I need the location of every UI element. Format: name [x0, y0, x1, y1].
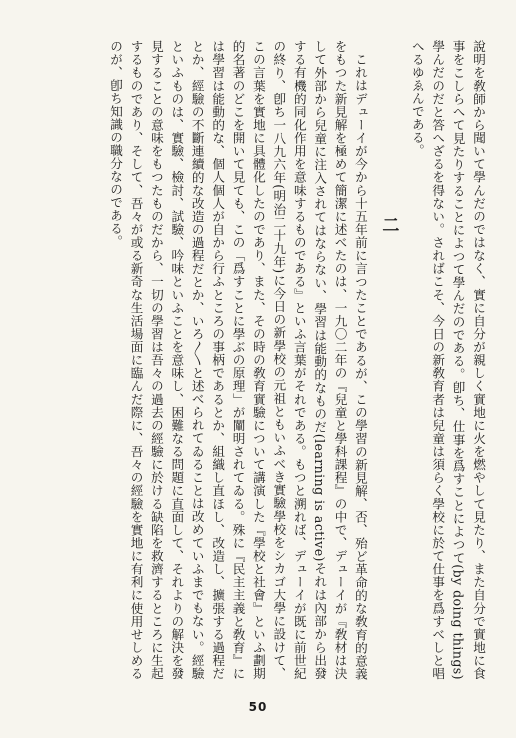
paragraph-continued: 說明を敎師から聞いて學んだのではなく、實に自分が親しく實地に火を燃やして見たり、また自分で實地に食事をこしらへて見たりすることによつて學んだのである。卽ち、仕事を爲すことによつて(by doing things)學んだのだと答へざるを得ない。さればこそ、今日の新敎育者は兒童は須らく學校に於て仕事を爲すべしと唱へるゆゑんである。: [409, 40, 486, 680]
paragraph-main: これはデューイが今から十五年前に言つたことであるが、この學習の新見解、否、殆ど革命的な敎育的意義をもつた新見解を極めて簡潔に述べたのは、一九〇二年の『兒童と學科課程』の中で、デューイが『敎材は決して外部から兒童に注入されてはならない、學習は能動的なものだ(learning is active)それは內部から出發する有機的同化作用を意味するものである』といふ言葉がそれである。もつと溯れば、デューイが既に前世紀の終り、卽ち一八九六年(明治二十九年)に今日の新學校の元祖ともいふべき實驗學校をシカゴ大學に設けて、この言葉を實地に具體化したのであり、また、その時の敎育實驗について講演した『學校と社會』といふ劃期的名著のどこを開いて見ても、この「爲すことに學ぶの原理」が闡明されてゐる。殊に『民主主義と敎育』には學習は能動的な、個人個人が自から行ふところの事柄であるとか、組織し直ほし、改造し、擴張する過程だとか、經驗の不斷連續的な改造の過程だとか、いろ〳〵と述べられてゐることは改めていふまでもない。經驗といふものは、實驗、檢討、試驗、吟味といふことを意味し、困難なる問題に直面して、それよりの解決を發見することの意味をもつたものだから、一切の學習は吾々の過去の經驗に於ける缺陷を救濟するところに生起するものであり、そして、吾々が或る新奇な生活場面に臨んだ際に、吾々の經驗を實地に有利に使用せしめるのが、卽ち知識の職分なのである。: [108, 40, 368, 680]
section-heading: 二: [378, 216, 399, 234]
vertical-text-block: [26, 40, 488, 680]
page-number: 50: [248, 700, 268, 714]
